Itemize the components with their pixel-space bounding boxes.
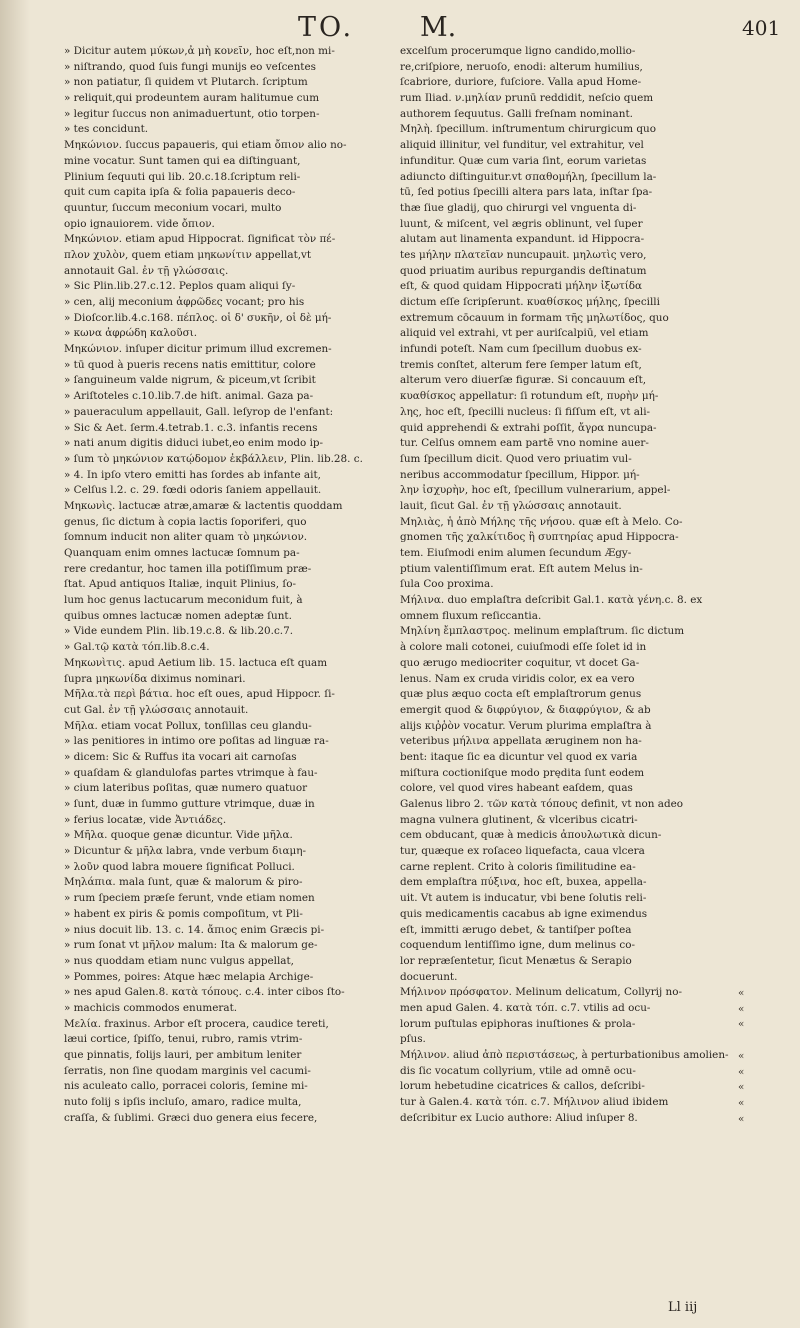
text-line: magna vulnera glutinent, & vlceribus cicatri- <box>400 813 638 826</box>
text-line: dictum eſſe ſcripſerunt. κυαθίσκος μήλης, ſpecilli <box>400 296 660 308</box>
text-line: alterum vero diuerſæ figuræ. Si concauum eſt, <box>400 374 647 387</box>
text-line: Μηκώνιον. inſuper dicitur primum illud excremen- <box>64 343 332 356</box>
text-line: cut Gal. ἐν τῇ γλώσσαις annotauit. <box>64 703 249 716</box>
text-line: luunt, & miſcent, vel ægris oblinunt, vel ſuper <box>400 217 643 230</box>
text-line: Μήλινον πρόσφατον. Melinum delicatum, Collyrij no- <box>400 986 682 999</box>
text-line: Μηλάπια. mala ſunt, quæ & malorum & piro- <box>64 876 303 889</box>
signature-mark: Ll iij <box>668 1300 698 1315</box>
text-line: » ſum τὸ μηκώνιον κατῴδομον ἐκβάλλειν, Plin. lib.28. c. <box>64 452 363 465</box>
text-line: » Sic Plin.lib.27.c.12. Peplos quam aliqui ſy- <box>64 280 296 293</box>
text-line: » ferius locatæ, vide Ἀντιάδες. <box>64 813 227 826</box>
text-line: miſtura coctioniſque modo prędita ſunt eodem <box>400 766 645 779</box>
text-line: ſula Coo proxima. <box>400 578 494 591</box>
margin-quote-mark: « <box>738 1096 745 1109</box>
text-line: Μηκωνὶτις. apud Aetium lib. 15. lactuca eſt quam <box>64 656 328 669</box>
margin-quote-mark: « <box>738 1049 745 1062</box>
text-line: dem emplaſtra πύξινα, hoc eſt, buxea, appella- <box>400 876 647 889</box>
text-line: ſcabriore, duriore, fuſciore. Valla apud Home- <box>400 76 642 89</box>
text-line: Μῆλα.τὰ περὶ βάτια. hoc eſt oues, apud Hippocr. ſi- <box>64 688 335 701</box>
text-line: Μηκώνιον. etiam apud Hippocrat. ſignificat τὸν πέ- <box>64 233 336 246</box>
text-line: Μηλίνη ἔμπλαστρος. melinum emplaſtrum. ſic dictum <box>400 625 685 638</box>
text-line: » λοῦν quod labra mouere ſignificat Polluci. <box>64 860 295 873</box>
text-line: » machicis commodos enumerat. <box>64 1001 238 1014</box>
text-line: tū, ſed potius ſpecilli altera pars lata, inſtar ſpa- <box>400 186 653 199</box>
text-line: » Ariſtoteles c.10.lib.7.de hiſt. animal. Gaza pa- <box>64 390 314 403</box>
text-line: omnem fluxum reſiccantia. <box>400 609 542 622</box>
text-line: » κωνα ἀφρώδη καλοῦσι. <box>64 327 198 340</box>
text-line: quid apprehendi & extrahi poſſit, ἄγρα nuncupa- <box>400 421 657 434</box>
text-line: læui cortice, ſpiſſo, tenui, rubro, ramis vtrim- <box>64 1033 303 1046</box>
left-text-column <box>64 44 382 1126</box>
text-line: » las penitiores in intimo ore poſitas ad linguæ ra- <box>64 735 329 748</box>
text-line: coquendum lentiſſimo igne, dum melinus co- <box>400 939 636 952</box>
text-line: λης, hoc eſt, ſpecilli nucleus: ſi fiſſum eſt, vt ali- <box>400 405 651 418</box>
text-line: tremis conſtet, alterum fere ſemper latum eſt, <box>400 358 642 371</box>
text-line: ptium valentiſſimum erat. Eſt autem Melus in- <box>400 562 643 575</box>
text-line: deſcribitur ex Lucio authore: Aliud inſuper 8. <box>400 1111 638 1124</box>
text-line: excelſum procerumque ligno candido,mollio- <box>400 45 636 57</box>
text-line: quæ plus æquo cocta eſt emplaſtrorum genus <box>400 688 642 701</box>
text-line: nuto folij s ipſis incluſo, amaro, radice multa, <box>64 1096 302 1109</box>
text-line: bent: itaque ſic ea dicuntur vel quod ex varia <box>400 750 638 763</box>
text-line: thæ ſiue gladij, quo chirurgi vel vnguenta di- <box>400 201 637 214</box>
text-line: adiuncto diſtinguitur.vt σπαθομήλη, ſpecillum la- <box>400 170 657 183</box>
text-line: pſus. <box>400 1033 426 1046</box>
text-line: lorum hebetudine cicatrices & callos, deſcribi- <box>400 1080 645 1093</box>
text-line: quod priuatim auribus repurgandis deſtinatum <box>400 264 647 277</box>
text-line: ſum ſpecillum dicit. Quod vero priuatim vul- <box>400 452 632 465</box>
text-line: carne replent. Crito à coloris ſimilitudine ea- <box>400 860 636 873</box>
text-line: » non patiatur, ſi quidem vt Plutarch. ſcriptum <box>64 76 308 89</box>
text-line: » reliquit,qui prodeuntem auram halitumue cum <box>64 92 320 105</box>
text-line: quibus omnes lactucæ nomen adeptæ ſunt. <box>64 609 292 622</box>
text-line: extremum cōcauum in formam τῆς μηλωτίδος, quo <box>400 311 669 324</box>
text-line: men apud Galen. 4. κατὰ τόπ. c.7. vtilis ad ocu- <box>400 1001 651 1014</box>
text-line: Quanquam enim omnes lactucæ ſomnum pa- <box>64 547 300 559</box>
text-line: quis medicamentis cacabus ab igne eximendus <box>400 907 648 920</box>
text-line: » ſanguineum valde nigrum, & piceum,vt ſcribit <box>64 374 316 387</box>
text-line: Μήλινα. duo emplaſtra deſcribit Gal.1. κατὰ γένη.c. 8. ex <box>400 594 703 607</box>
text-line: » Vide eundem Plin. lib.19.c.8. & lib.20.c.7. <box>64 625 294 638</box>
text-line: opio ignauiorem. vide ὄπιον. <box>64 217 215 230</box>
text-line: eſt, immitti ærugo debet, & tantiſper poſtea <box>400 923 632 936</box>
text-line: alijs κιῤῥὸν vocatur. Verum plurima emplaſtra à <box>400 719 652 732</box>
page-number: 401 <box>742 16 781 40</box>
header-letters-left: TO. <box>298 12 355 43</box>
text-line: » tū quod à pueris recens natis emittitur, colore <box>64 358 316 371</box>
text-line: aliquid illinitur, vel funditur, vel extrahitur, vel <box>400 139 644 152</box>
text-line: infunditur. Quæ cum varia ſint, eorum varietas <box>400 154 647 167</box>
text-line: genus, ſic dictum à copia lactis ſoporiferi, quo <box>64 515 307 528</box>
page-footer <box>0 1300 800 1320</box>
margin-quote-mark: « <box>738 987 745 999</box>
text-line: veteribus μήλινα appellata æruginem non ha- <box>400 735 642 748</box>
text-line: » Pommes, poires: Atque hæc melapia Archige- <box>64 970 314 983</box>
margin-quote-mark: « <box>738 1018 745 1031</box>
margin-quote-mark: « <box>738 1065 745 1078</box>
text-line: » tes concidunt. <box>64 123 149 136</box>
text-line: Plinium ſequuti qui lib. 20.c.18.ſcriptum reli- <box>64 170 301 183</box>
text-line: » dicem: Sic & Ruffus ita vocari ait carnoſas <box>64 750 297 763</box>
text-line: alutam aut linamenta expandunt. id Hippocra- <box>400 233 645 246</box>
text-line: Μελία. fraxinus. Arbor eſt procera, caudice tereti, <box>64 1017 329 1030</box>
text-line: infundi poteſt. Nam cum ſpecillum duobus ex- <box>400 343 642 356</box>
header-letters-right: M. <box>420 12 457 43</box>
text-line: rum Iliad. ν.μηλίαν prunū reddidit, neſcio quem <box>400 92 654 105</box>
right-text-column <box>400 44 734 1126</box>
text-line: eſt, & quod quidam Hippocrati μήλην ἰξωτίδα <box>400 280 643 293</box>
margin-quote-mark: « <box>738 1112 745 1125</box>
text-line: quuntur, ſuccum meconium vocari, multo <box>64 201 282 214</box>
text-line: Galenus libro 2. τῶν κατὰ τόπους definit, vt non adeo <box>400 798 684 810</box>
text-line: gnomen τῆς χαλκίτιδος ἢ συπτηρίας apud Hippocra- <box>400 531 679 544</box>
text-line: » Sic & Aet. ſerm.4.tetrab.1. c.3. infantis recens <box>64 421 318 434</box>
text-line: » Μῆλα. quoque genæ dicuntur. Vide μῆλα. <box>64 829 293 842</box>
text-line: quit cum capita ipſa & folia papaueris deco- <box>64 186 296 199</box>
text-line: » nes apud Galen.8. κατὰ τόπους. c.4. inter cibos ſto- <box>64 986 345 999</box>
text-line: tur à Galen.4. κατὰ τόπ. c.7. Μήλινον aliud ibidem <box>400 1096 669 1109</box>
text-line: » Dicitur autem μύκων,ἀ μὴ κονεῖν, hoc eſt,non mi- <box>64 45 335 57</box>
text-line: Μηλὴ. ſpecillum. inſtrumentum chirurgicum quo <box>400 123 656 136</box>
text-line: κυαθίσκος appellatur: ſi rotundum eſt, πυρὴν μή- <box>400 390 659 403</box>
text-line: » Dioſcor.lib.4.c.168. πέπλος. οἱ δ' συκῆν, οἱ δὲ μή- <box>64 311 332 324</box>
text-line: πλον χυλὸν, quem etiam μηκωνίτιν appellat,vt <box>64 248 312 261</box>
text-line: docuerunt. <box>400 970 458 983</box>
text-line: » nus quoddam etiam nunc vulgus appellat, <box>64 954 294 967</box>
text-line: ſerratis, non ſine quodam marginis vel cacumi- <box>64 1064 311 1077</box>
text-line: authorem ſequutus. Galli freſnam nominant. <box>400 107 633 120</box>
text-line: » 4. In ipſo vtero emitti has ſordes ab infante ait, <box>64 468 321 481</box>
text-line: lum hoc genus lactucarum meconidum fuit, à <box>64 594 303 607</box>
text-line: Μήλινον. aliud ἀπὸ περιστάσεως, à perturbationibus amolien- <box>400 1049 729 1061</box>
text-line: » cen, alij meconium ἀφρῶδες vocant; pro his <box>64 296 305 308</box>
margin-quote-mark: « <box>738 1081 745 1094</box>
text-line: tem. Eiuſmodi enim alumen ſecundum Ægy- <box>400 547 632 559</box>
text-line: mine vocatur. Sunt tamen qui ea diſtinguant, <box>64 154 301 167</box>
text-line: » Dicuntur & μῆλα labra, vnde verbum διαμη- <box>64 845 307 858</box>
text-line: craſſa, & ſublimi. Græci duo genera eius fecere, <box>64 1111 318 1124</box>
text-line: » niſtrando, quod ſuis fungi munijs eo veſcentes <box>64 60 316 73</box>
text-line: tur, quæque ex roſaceo liquefacta, caua vlcera <box>400 845 645 858</box>
text-line: uit. Vt autem is inducatur, vbi bene ſolutis reli- <box>400 892 647 905</box>
text-line: » quaſdam & glandulofas partes vtrimque à fau- <box>64 766 318 779</box>
text-line: tur. Celſus omnem eam partē vno nomine auer- <box>400 437 649 450</box>
text-line: lorum puſtulas epiphoras inuſtiones & prola- <box>400 1017 636 1030</box>
text-line: dis ſic vocatum collyrium, vtile ad omnē ocu- <box>400 1064 636 1077</box>
text-line: emergit quod & διφρύγιον, & διαφρύγιον, & ab <box>400 703 651 716</box>
text-line: lenus. Nam ex cruda viridis color, ex ea vero <box>400 672 635 685</box>
page-gutter-shadow <box>0 0 30 1328</box>
text-line: λην ἰσχυρὴν, hoc eſt, ſpecillum vulnerarium, appel- <box>400 484 671 497</box>
text-line: lauit, ſicut Gal. ἐν τῇ γλώσσαις annotauit. <box>400 499 622 512</box>
text-line: » Gal.τῷ κατὰ τόπ.lib.8.c.4. <box>64 641 210 654</box>
text-line: que pinnatis, folijs lauri, per ambitum leniter <box>64 1049 302 1061</box>
running-header <box>0 12 800 43</box>
text-line: nis aculeato callo, porracei coloris, ſemine mi- <box>64 1080 308 1093</box>
text-line: cem obducant, quæ à medicis ἀπουλωτικὰ dicun- <box>400 829 662 842</box>
text-line: » nius docuit lib. 13. c. 14. ἄπιος enim Græcis pi- <box>64 923 325 936</box>
text-line: tes μήλην πλατεῖαν nuncupauit. μηλωτὶς vero, <box>400 248 647 261</box>
text-line: ſupra μηκωνίδα diximus nominari. <box>64 672 246 685</box>
text-line: » cium lateribus poſitas, quæ numero quatuor <box>64 782 308 795</box>
text-line: à colore mali cotonei, cuiuſmodi eſſe ſolet id in <box>400 641 647 654</box>
text-line: » paueraculum appellauit, Gall. leſyrop de l'enfant: <box>64 405 334 418</box>
text-line: neribus accommodatur ſpecillum, Hippor. μή- <box>400 468 640 481</box>
text-line: » legitur ſuccus non animaduertunt, otio torpen- <box>64 107 320 120</box>
text-line: ſomnum inducit non aliter quam τὸ μηκώνιον. <box>64 531 308 544</box>
text-line: » nati anum digitis diduci iubet,eo enim modo ip- <box>64 437 324 450</box>
text-line: annotauit Gal. ἐν τῇ γλώσσαις. <box>64 264 229 277</box>
text-line: » rum ſonat vt μῆλον malum: Ita & malorum ge- <box>64 939 318 952</box>
text-line: Μηλιὰς, ἡ ἀπὸ Μήλης τῆς νήσου. quæ eſt à Melo. Co- <box>400 515 683 528</box>
text-line: » ſunt, duæ in ſummo gutture vtrimque, duæ in <box>64 798 315 810</box>
text-line: Μηκώνιον. ſuccus papaueris, qui etiam ὄπιον alio no- <box>64 139 347 152</box>
text-line: » habent ex piris & pomis compoſitum, vt Pli- <box>64 907 303 920</box>
text-line: ſtat. Apud antiquos Italiæ, inquit Plinius, ſo- <box>64 578 296 591</box>
text-line: Μηκωνὶς. lactucæ atræ,amaræ & lactentis quoddam <box>64 499 343 512</box>
margin-quote-mark: « <box>738 1002 745 1015</box>
text-line: colore, vel quod vires habeant eaſdem, quas <box>400 782 633 795</box>
text-line: aliquid vel extrahi, vt per auriſcalpiū, vel etiam <box>400 327 649 340</box>
text-line: Μῆλα. etiam vocat Pollux, tonſillas ceu glandu- <box>64 719 312 732</box>
text-line: re,criſpiore, neruoſo, enodi: alterum humilius, <box>400 60 643 73</box>
text-line: quo ærugo mediocriter coquitur, vt docet Ga- <box>400 656 640 669</box>
text-line: rere credantur, hoc tamen illa potiſſimum præ- <box>64 562 312 575</box>
text-line: lor repræſentetur, ſicut Menætus & Serapio <box>400 954 632 967</box>
text-line: » rum ſpeciem præſe ferunt, vnde etiam nomen <box>64 892 315 905</box>
text-line: » Celſus l.2. c. 29. fœdi odoris ſaniem appellauit. <box>64 484 322 497</box>
